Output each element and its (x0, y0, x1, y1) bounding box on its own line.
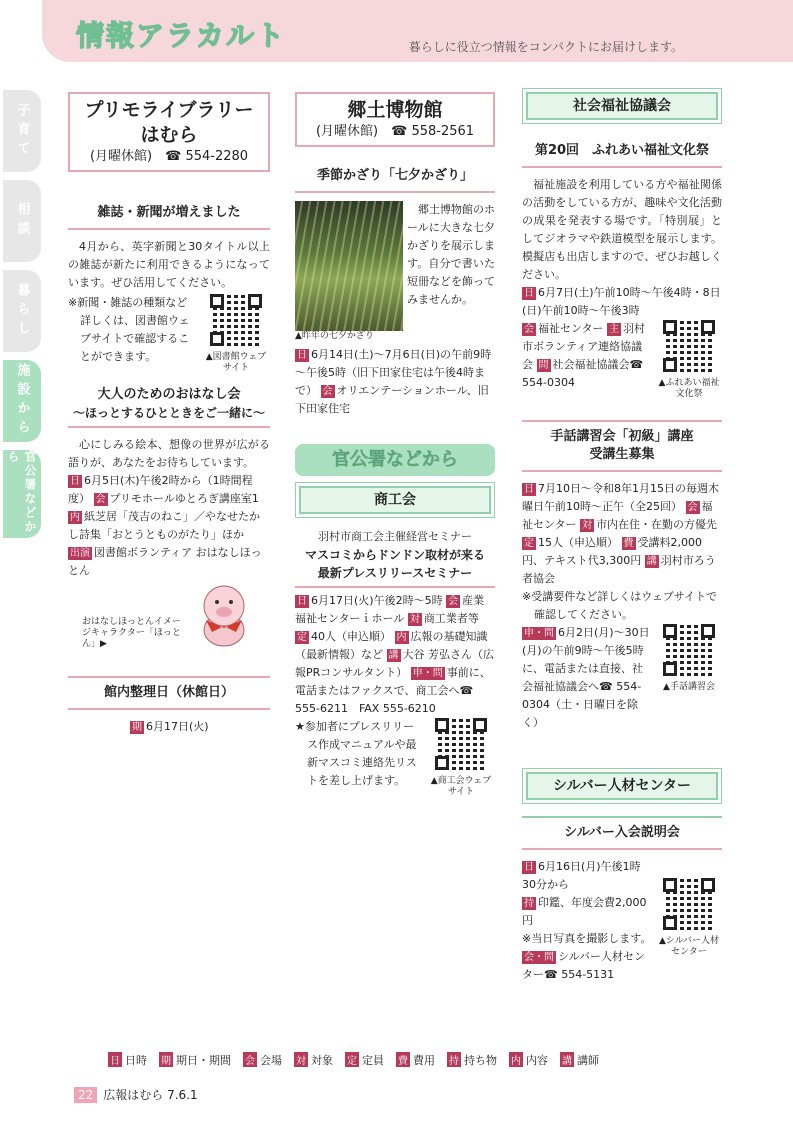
tag-lecturer: 講 (646, 556, 657, 567)
side-tab-living[interactable]: 暮らし (3, 270, 41, 352)
section-title: 雑誌・新聞が増えました (68, 198, 270, 230)
tag-apply: 申・問 (412, 668, 443, 679)
paragraph: 郷土博物館のホールに大きな七夕かざりを展示します。自分で書いた短冊などを飾ってみませんか。 (407, 203, 495, 306)
detail: 産業福祉センターｉホール (295, 594, 485, 625)
tag-date: 日 (297, 596, 307, 607)
tag-target: 対 (582, 520, 593, 531)
qr-caption: ▲手話講習会 (663, 682, 715, 692)
seminar-title-2: 最新プレスリリースセミナー (317, 566, 473, 580)
museum-header (295, 92, 495, 147)
welfare-header: 社会福祉協議会 (526, 92, 718, 120)
detail: 図書館ボランティア おはなしほっとん (68, 546, 262, 577)
detail: 大谷 芳弘さん（広報PRコンサルタント） (295, 648, 494, 679)
qr-caption: ▲シルバー人材センター (658, 936, 720, 957)
sign-course-title: 手話講習会「初級」講座 (550, 429, 694, 444)
legend-item: 持 持ち物 (449, 1054, 497, 1067)
tag-venue: 会 (322, 386, 333, 397)
section-title: 第20回 ふれあい福祉文化祭 (522, 136, 722, 168)
tag-cost: 費 (623, 538, 634, 549)
legend-item: 日 日時 (110, 1054, 147, 1067)
section-title: 館内整理日（休館日） (68, 676, 270, 710)
storytime-subtitle: ～ほっとするひとときをご一緒に～ (72, 406, 265, 420)
page-title: 情報アラカルト (76, 19, 287, 52)
page-number: 22 (74, 1087, 97, 1103)
legend-item: 内 内容 (511, 1054, 548, 1067)
detail: 市内在住・在勤の方優先 (596, 518, 718, 531)
tag-capacity: 定 (297, 632, 307, 643)
library-title-2: はむら (140, 124, 198, 146)
library-phone: (月曜休館) ☎ 554-2280 (89, 149, 249, 164)
paragraph: 心にしみる絵本、想像の世界が広がる語りが、あなたをお待ちしています。 (68, 438, 270, 469)
tag-apply: 申・問 (524, 628, 554, 639)
legend-item: 期 期日・期間 (161, 1054, 231, 1067)
detail: 6月17日(火) (146, 720, 209, 733)
tag-capacity: 定 (524, 538, 534, 549)
seminar-pre: 羽村市商工会主催経営セミナー (318, 530, 472, 543)
detail: 6月14日(土)～7月6日(日)の午前9時～午後5時（旧下田家住宅は午後4時まで） (295, 348, 492, 397)
sign-course-subtitle: 受講生募集 (589, 447, 655, 462)
page-subtitle: 暮らしに役立つ情報をコンパクトにお届けします。 (408, 40, 683, 54)
legend-item: 定 定員 (347, 1054, 384, 1067)
tag-date: 日 (297, 350, 307, 361)
detail: 受講料2,000円、テキスト代3,300円 (522, 536, 702, 567)
library-qr-code[interactable] (210, 294, 262, 346)
note: ※受講要件など詳しくはウェブサイトで確認してください。 (522, 590, 718, 621)
side-tab-consultation[interactable]: 相談 (3, 180, 41, 262)
publication-name: 広報はむら 7.6.1 (103, 1088, 198, 1102)
detail: 商工業者等 (423, 612, 479, 625)
qr-caption: ▲商工会ウェブサイト (430, 776, 492, 797)
detail: 6月16日(月)午後1時30分から (522, 860, 641, 891)
detail: プリモホールゆとろぎ講座室1 (109, 492, 259, 505)
chamber-qr-code[interactable] (435, 718, 487, 770)
library-header (68, 92, 270, 172)
tag-target: 対 (409, 614, 420, 625)
museum-phone: (月曜休館) ☎ 558-2561 (315, 124, 475, 139)
detail: 羽村市ボランティア連絡協議会 (522, 322, 646, 371)
detail: 社会福祉協議会☎ 554-0304 (522, 358, 644, 389)
government-banner: 官公署などから (295, 444, 495, 476)
pig-mascot-icon (192, 580, 256, 650)
tag-performer: 出演 (70, 548, 90, 559)
section-title: 季節かざり「七夕かざり」 (295, 161, 495, 193)
detail: 福祉センター (522, 500, 713, 531)
detail: 広報の基礎知識（最新情報）など (295, 630, 488, 661)
side-tab-government[interactable]: 官公署などから (3, 450, 41, 538)
tag-bring: 持 (524, 898, 534, 909)
tag-content: 内 (70, 512, 80, 523)
detail: 事前に、電話またはファクスで、商工会へ☎ 555-6211 FAX 555-6210 (295, 666, 491, 715)
detail: 福祉センター (538, 322, 604, 335)
legend-item: 対 対象 (296, 1054, 333, 1067)
tag-venue: 会 (448, 596, 459, 607)
festival-qr-code[interactable] (663, 320, 715, 372)
tag-date: 日 (524, 484, 534, 495)
legend-item: 講 講師 (562, 1054, 599, 1067)
tag-date: 日 (70, 476, 80, 487)
seminar-title-1: マスコミからドンドン取材が来る (304, 548, 485, 562)
section-title (68, 380, 270, 428)
tag-lecturer: 講 (388, 650, 399, 661)
legend-item: 費 費用 (398, 1054, 435, 1067)
tag-venue: 会 (95, 494, 106, 505)
museum-title: 郷土博物館 (347, 99, 443, 121)
detail: オリエンテーションホール、旧下田家住宅 (295, 384, 489, 415)
legend-item: 会 会場 (245, 1054, 282, 1067)
detail: 印鑑、年度会費2,000円 (522, 896, 647, 927)
column-library (68, 92, 270, 736)
detail: 7月10日～令和8年1月15日の毎週木曜日午前10時～正午（全25回） (522, 482, 719, 513)
section-title: シルバー入会説明会 (522, 816, 722, 850)
silver-qr-code[interactable] (663, 878, 715, 930)
detail: 紙芝居「茂吉のねこ」／やなせたかし詩集「おとうとものがたり」ほか (68, 510, 260, 541)
storytime-title: 大人のためのおはなし会 (97, 387, 241, 402)
note: ※当日写真を撮影します。 (522, 932, 652, 945)
note: ★参加者にプレスリリース作成マニュアルや最新マスコミ連絡先リストを差し上げます。 (295, 720, 417, 787)
note: ※新聞・雑誌の種類など詳しくは、図書館ウェブサイトで確認することができます。 (68, 296, 190, 363)
chamber-header: 商工会 (299, 486, 491, 514)
detail: 6月17日(火)午後2時～5時 (311, 594, 443, 607)
tag-period: 期 (132, 722, 142, 733)
detail: シルバー人材センター☎ 554-5131 (522, 950, 645, 981)
detail: 40人（申込順） (311, 630, 391, 643)
tag-inquiry: 問 (538, 360, 549, 371)
silver-header: シルバー人材センター (526, 772, 718, 800)
tag-content: 内 (396, 632, 407, 643)
detail: 6月5日(木)午後2時から（1時間程度） (68, 474, 253, 505)
detail: 15人（申込順） (538, 536, 618, 549)
qr-caption: ▲図書館ウェブサイト (205, 352, 267, 373)
section-title (522, 420, 722, 472)
pig-caption: おはなしほっとんイメージキャラクター「ほっとん」▶ (82, 617, 181, 649)
photo-caption: ▲昨年の七夕かざり (295, 331, 374, 341)
column-welfare (522, 92, 722, 984)
library-title-1: プリモライブラリー (84, 99, 254, 121)
paragraph: 4月から、英字新聞と30タイトル以上の雑誌が新たに利用できるようになっています。ぜひ活用してください。 (68, 240, 270, 289)
tag-venue: 会 (524, 324, 534, 335)
detail: 6月7日(土)午前10時～午後4時・8日(日)午前10時～午後3時 (522, 286, 721, 317)
tag-venue: 会 (687, 502, 698, 513)
paragraph: 福祉施設を利用している方や福祉関係の活動をしている方が、趣味や文化活動の成果を発表する場です。「特別展」としてジオラマや鉄道模型を展示します。模擬店も出店しますので、ぜひお越しください。 (522, 178, 722, 281)
tanabata-photo (295, 201, 403, 331)
side-tab-childcare[interactable]: 子育て (3, 90, 41, 172)
column-museum (295, 92, 495, 798)
page-footer (74, 1086, 198, 1103)
side-tab-facilities[interactable]: 施設から (3, 360, 41, 442)
page-header (42, 0, 793, 62)
tag-host: 主 (609, 324, 620, 335)
qr-caption: ▲ふれあい福祉文化祭 (658, 378, 720, 399)
sign-course-qr-code[interactable] (663, 624, 715, 676)
detail: 羽村市ろう者協会 (522, 554, 716, 585)
icon-legend (108, 1052, 599, 1068)
tag-date: 日 (524, 862, 534, 873)
tag-date: 日 (524, 288, 534, 299)
tag-venue-inquiry: 会・問 (524, 952, 554, 963)
detail: 6月2日(月)～30日(月)の午前9時～午後5時に、電話または直接、社会福祉協議会へ☎ 554-0304（土・日曜日を除く） (522, 626, 650, 729)
